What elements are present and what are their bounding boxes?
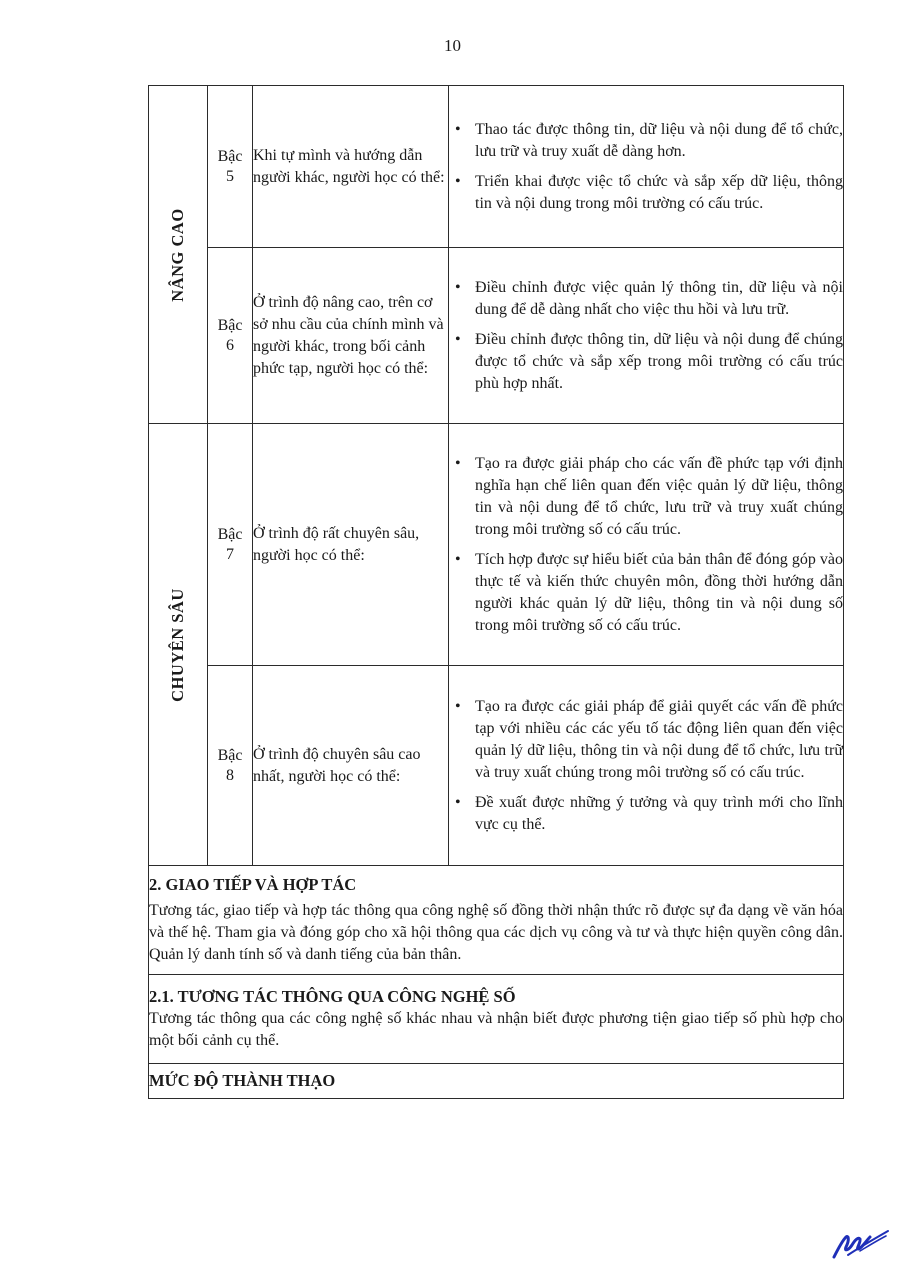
table-row — [149, 666, 844, 866]
list-item — [449, 329, 843, 395]
competency-levels-table — [148, 85, 844, 1099]
handwritten-signature-icon — [830, 1225, 890, 1266]
bullet-icon: • — [455, 120, 461, 138]
section-cell — [149, 1064, 844, 1099]
level-number: 5 — [226, 167, 234, 185]
outcome-text: Tạo ra được giải pháp cho các vấn đề phức tạp với định nghĩa hạn chế liên quan đến việc quản lý dữ liệu, thông tin và nội dung để tổ chức, lưu trữ và truy xuất chúng trong môi trường số có cấu trúc. — [475, 454, 843, 538]
bullet-icon: • — [455, 697, 461, 715]
level-outcomes — [449, 248, 844, 424]
section-title: MỨC ĐỘ THÀNH THẠO — [149, 1071, 336, 1090]
bullet-icon: • — [455, 793, 461, 811]
outcome-text: Tích hợp được sự hiểu biết của bản thân để đóng góp vào thực tế và kiến thức chuyên môn, đồng thời hướng dẫn người khác quản lý dữ liệu, thông tin và nội dung số trong môi trường số có cấu trúc. — [475, 550, 843, 634]
table-row — [149, 1064, 844, 1099]
level-cell — [208, 424, 253, 666]
level-cell — [208, 666, 253, 866]
level-description: Ở trình độ chuyên sâu cao nhất, người học có thể: — [253, 666, 449, 866]
level-description: Ở trình độ rất chuyên sâu, người học có thể: — [253, 424, 449, 666]
table-row — [149, 424, 844, 666]
outcome-text: Điều chỉnh được việc quản lý thông tin, dữ liệu và nội dung để dễ dàng nhất cho việc thu hồi và lưu trữ. — [475, 278, 843, 318]
category-cell — [149, 424, 208, 866]
table-row — [149, 86, 844, 248]
bullet-icon: • — [455, 550, 461, 568]
level-number: 8 — [226, 766, 234, 784]
table-row — [149, 975, 844, 1064]
level-label: Bậc — [217, 746, 243, 764]
category-cell — [149, 86, 208, 424]
level-description: Ở trình độ nâng cao, trên cơ sở nhu cầu của chính mình và người khác, trong bối cảnh phức tạp, người học có thể: — [253, 248, 449, 424]
level-label: Bậc — [217, 147, 243, 165]
table-row — [149, 248, 844, 424]
list-item — [449, 696, 843, 784]
section-title: 2.1. TƯƠNG TÁC THÔNG QUA CÔNG NGHỆ SỐ — [149, 987, 516, 1006]
category-label: CHUYÊN SÂU — [168, 587, 187, 702]
level-outcomes — [449, 424, 844, 666]
level-label: Bậc — [217, 525, 243, 543]
section-text: Tương tác thông qua các công nghệ số khác nhau và nhận biết được phương tiện giao tiếp số phù hợp cho một bối cảnh cụ thể. — [149, 1010, 843, 1049]
bullet-icon: • — [455, 454, 461, 472]
section-title: 2. GIAO TIẾP VÀ HỢP TÁC — [149, 875, 357, 894]
bullet-icon: • — [455, 278, 461, 296]
section-cell — [149, 866, 844, 975]
level-cell — [208, 248, 253, 424]
list-item — [449, 277, 843, 321]
bullet-icon: • — [455, 330, 461, 348]
list-item — [449, 119, 843, 163]
outcome-text: Thao tác được thông tin, dữ liệu và nội dung để tổ chức, lưu trữ và truy xuất dễ dàng hơn. — [475, 120, 843, 160]
category-label: NÂNG CAO — [168, 207, 187, 302]
level-number: 7 — [226, 545, 234, 563]
page-number: 10 — [444, 36, 461, 55]
level-outcomes — [449, 86, 844, 248]
outcome-text: Tạo ra được các giải pháp để giải quyết các vấn đề phức tạp với nhiều các các yếu tố tác động liên quan đến việc quản lý dữ liệu, thông tin và nội dung để tổ chức, lưu trữ và truy xuất chúng trong môi trường số có cấu trúc. — [475, 697, 843, 781]
level-label: Bậc — [217, 316, 243, 334]
outcome-text: Điều chỉnh được thông tin, dữ liệu và nội dung để chúng được tổ chức và sắp xếp trong môi trường có cấu trúc phù hợp nhất. — [475, 330, 843, 392]
level-number: 6 — [226, 336, 234, 354]
list-item — [449, 453, 843, 541]
section-cell — [149, 975, 844, 1064]
list-item — [449, 792, 843, 836]
outcome-text: Đề xuất được những ý tưởng và quy trình mới cho lĩnh vực cụ thể. — [475, 793, 843, 833]
list-item — [449, 549, 843, 637]
list-item — [449, 171, 843, 215]
section-text: Tương tác, giao tiếp và hợp tác thông qua công nghệ số đồng thời nhận thức rõ được sự đa dạng về văn hóa và thế hệ. Tham gia và đóng góp cho xã hội thông qua các dịch vụ công và tư và thực hiện quyền công dân. Quản lý danh tính số và danh tiếng của bản thân. — [149, 902, 843, 963]
outcome-text: Triển khai được việc tổ chức và sắp xếp dữ liệu, thông tin và nội dung trong môi trường có cấu trúc. — [475, 172, 843, 212]
bullet-icon: • — [455, 172, 461, 190]
level-outcomes — [449, 666, 844, 866]
level-cell — [208, 86, 253, 248]
table-row — [149, 866, 844, 975]
level-description: Khi tự mình và hướng dẫn người khác, người học có thể: — [253, 86, 449, 248]
